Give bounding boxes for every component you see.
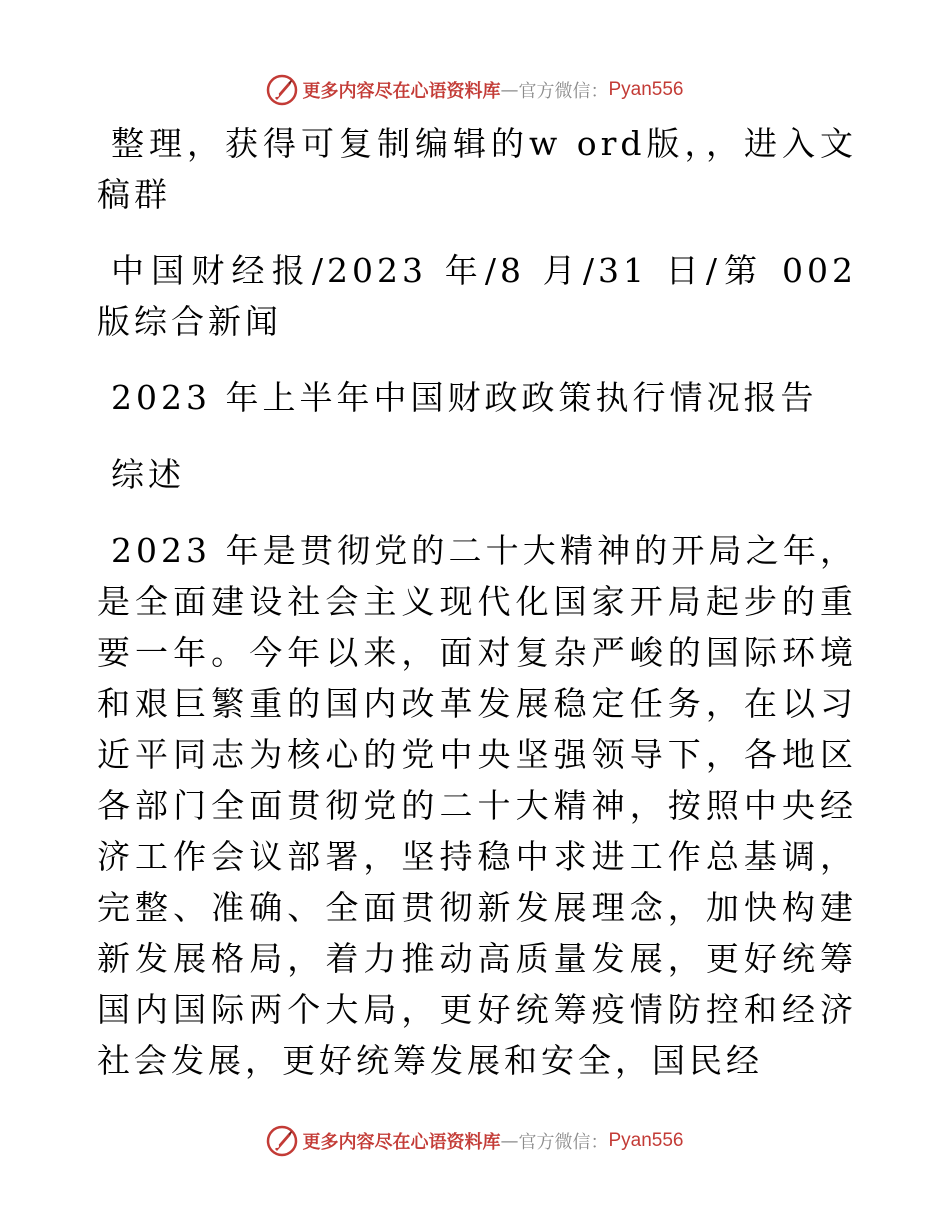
- quill-pen-logo-icon: [266, 1125, 298, 1157]
- header-brand-text: 更多内容尽在心语资料库: [302, 81, 501, 102]
- header-wechat-id: Pyan556: [608, 79, 684, 100]
- header-dash: —: [500, 79, 519, 101]
- source-line: 中国财经报/2023 年/8 月/31 日/第 002 版综合新闻: [97, 251, 857, 341]
- quill-pen-logo-icon: [266, 74, 298, 106]
- header-banner: [0, 70, 950, 110]
- footer-wechat-id: Pyan556: [608, 1130, 684, 1151]
- section-heading: 综述: [111, 455, 185, 494]
- footer-dash: —: [500, 1130, 519, 1152]
- body-paragraph: 2023 年是贯彻党的二十大精神的开局之年， 是全面建设社会主义现代化国家开局起步的重要一年。今年以来，面对复杂严峻的国际环境和艰巨繁重的国内改革发展稳定任务，在以习近平同志为核心的党中央坚强领导下，各地区各部门全面贯彻党的二十大精神，按照中央经济工作会议部署，坚持稳中求进工作总基调，完整、准确、全面贯彻新发展理念，加快构建新发展格局，着力推动高质量发展，更好统筹国内国际两个大局，更好统筹疫情防控和经济社会发展，更好统筹发展和安全，国民经: [97, 531, 857, 1080]
- footer-brand-text: 更多内容尽在心语资料库: [302, 1132, 501, 1153]
- footer-wechat-label: 官方微信：: [518, 1132, 609, 1153]
- header-wechat-label: 官方微信：: [518, 81, 609, 102]
- report-title: 2023 年上半年中国财政政策执行情况报告: [111, 378, 818, 417]
- footer-banner: [0, 1121, 950, 1161]
- intro-paragraph: 整理，获得可复制编辑的w ord版，，进入文稿群: [97, 124, 857, 214]
- document-body: [97, 118, 857, 1111]
